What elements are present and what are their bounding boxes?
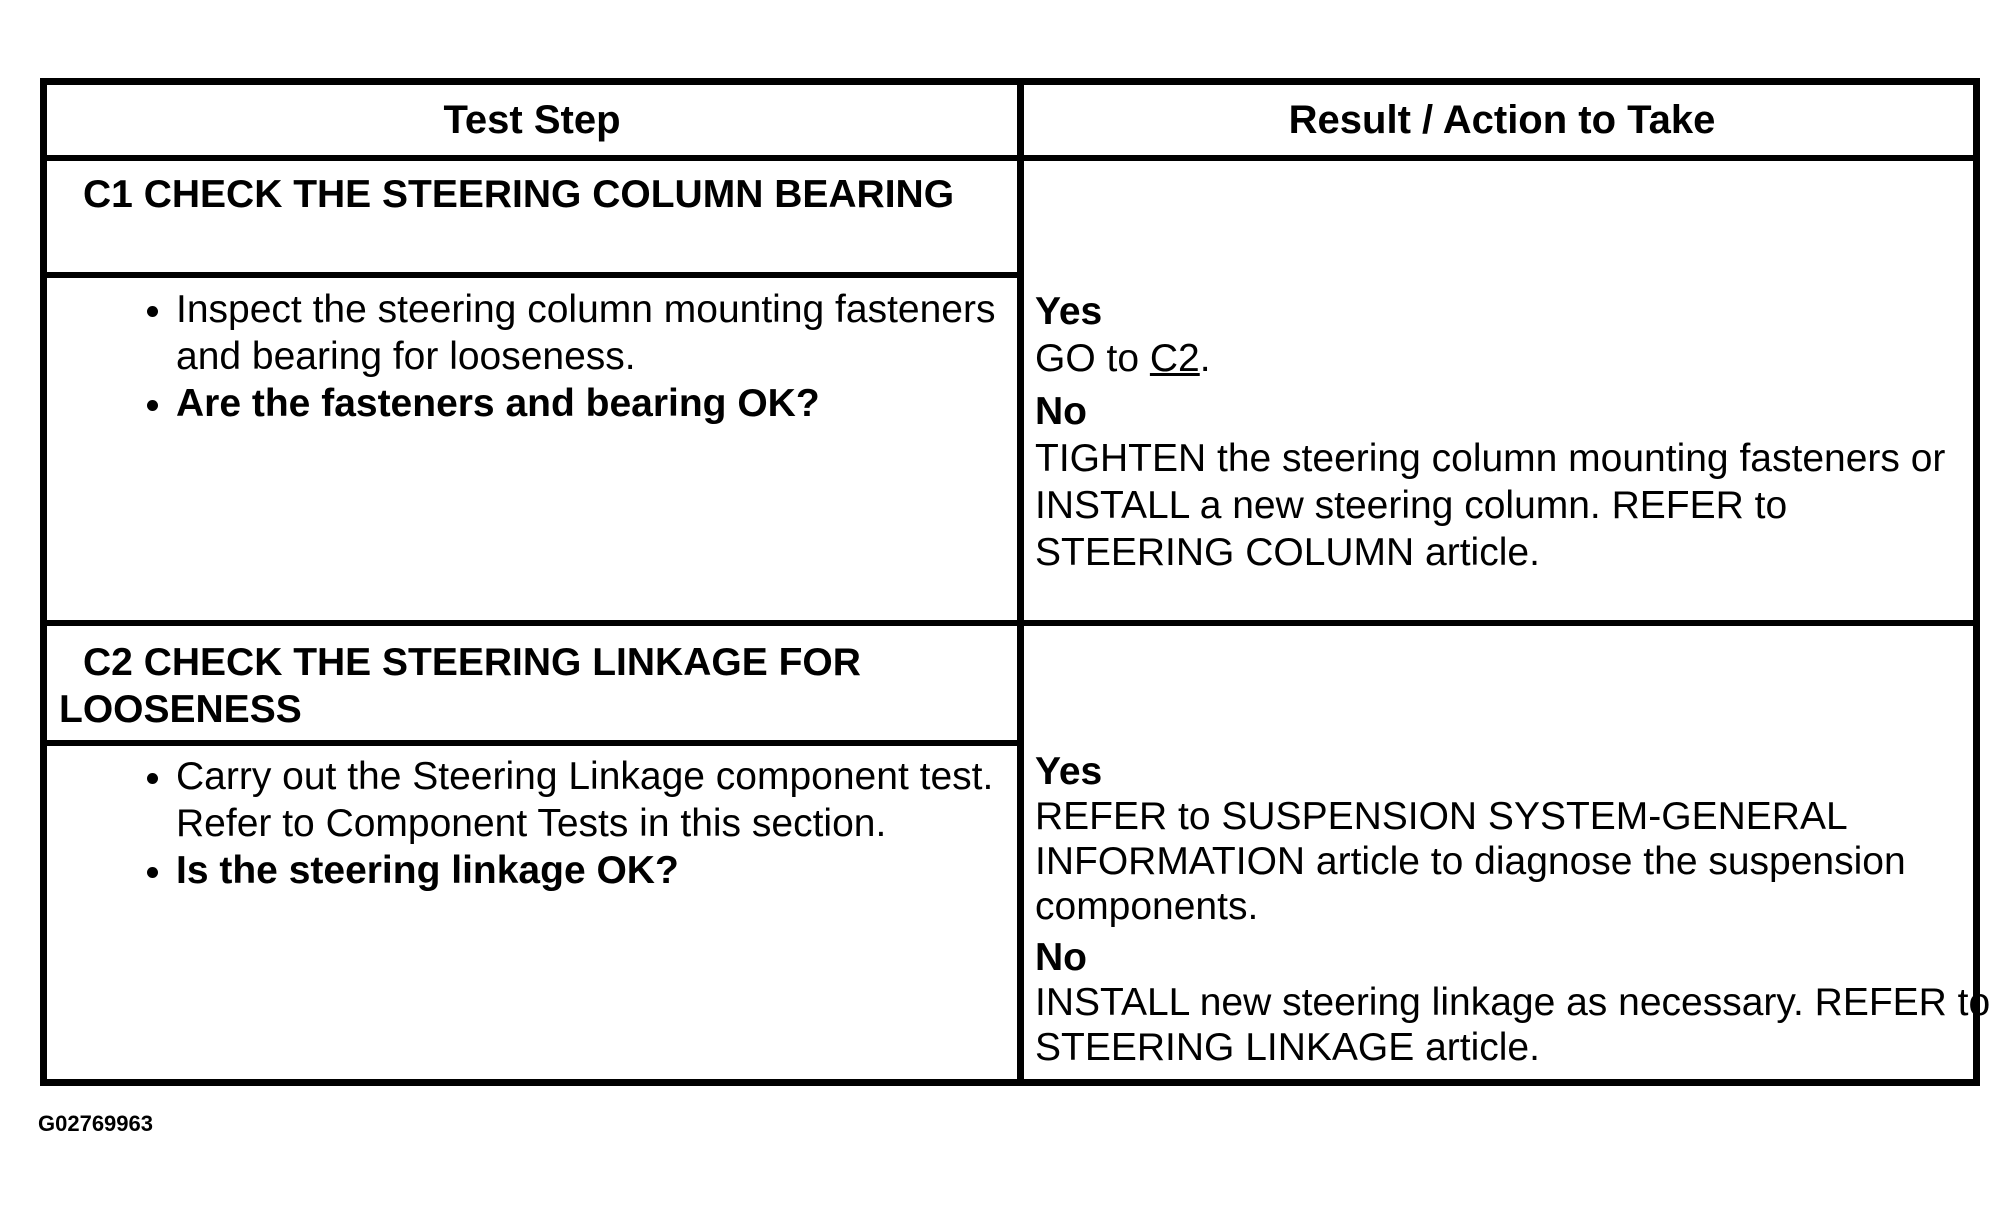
yes-action-c1 bbox=[1035, 335, 1995, 382]
step-instructions-c1 bbox=[142, 286, 1036, 427]
figure-id: G02769963 bbox=[38, 1111, 153, 1136]
step-instructions-c2 bbox=[142, 753, 1036, 894]
header-result-action: Result / Action to Take bbox=[1288, 97, 1716, 142]
question-c2: • Is the steering linkage OK? bbox=[176, 847, 1036, 894]
yes-action-c2: REFER to SUSPENSION SYSTEM-GENERAL INFORMATION article to diagnose the suspension components. bbox=[1035, 795, 1906, 928]
step-title-divider-c2 bbox=[47, 740, 1017, 746]
no-label-c1: No bbox=[1035, 390, 1087, 433]
instruction-c1: • Inspect the steering column mounting fasteners and bearing for looseness. bbox=[176, 286, 1036, 380]
result-c1 bbox=[1035, 288, 1995, 576]
instruction-c2: • Carry out the Steering Linkage component test. Refer to Component Tests in this section. bbox=[176, 753, 1036, 847]
diagnostic-table bbox=[40, 78, 1991, 1086]
no-action-c1: TIGHTEN the steering column mounting fasteners or INSTALL a new steering column. REFER to STEERING COLUMN article. bbox=[1035, 437, 1946, 574]
step-title-c1: C1 CHECK THE STEERING COLUMN BEARING bbox=[83, 173, 955, 216]
result-c2 bbox=[1035, 749, 1995, 1070]
question-c1: • Are the fasteners and bearing OK? bbox=[176, 380, 1036, 427]
no-label-c2: No bbox=[1035, 936, 1087, 979]
header-divider bbox=[47, 155, 1973, 161]
step-title-divider-c1 bbox=[47, 272, 1017, 278]
header-test-step: Test Step bbox=[443, 97, 621, 142]
yes-prefix-c1: GO to bbox=[1035, 337, 1140, 380]
no-action-c2: INSTALL new steering linkage as necessary. REFER to STEERING LINKAGE article. bbox=[1035, 981, 1991, 1069]
link-c2[interactable]: C2 bbox=[1149, 337, 1200, 380]
yes-label-c1: Yes bbox=[1035, 290, 1103, 333]
yes-label-c2: Yes bbox=[1035, 750, 1103, 793]
yes-suffix-c1: . bbox=[1199, 337, 1211, 380]
column-divider bbox=[1017, 85, 1024, 1079]
row-divider bbox=[47, 620, 1973, 626]
step-title-c2: C2 CHECK THE STEERING LINKAGE FOR LOOSENESS bbox=[59, 641, 861, 731]
